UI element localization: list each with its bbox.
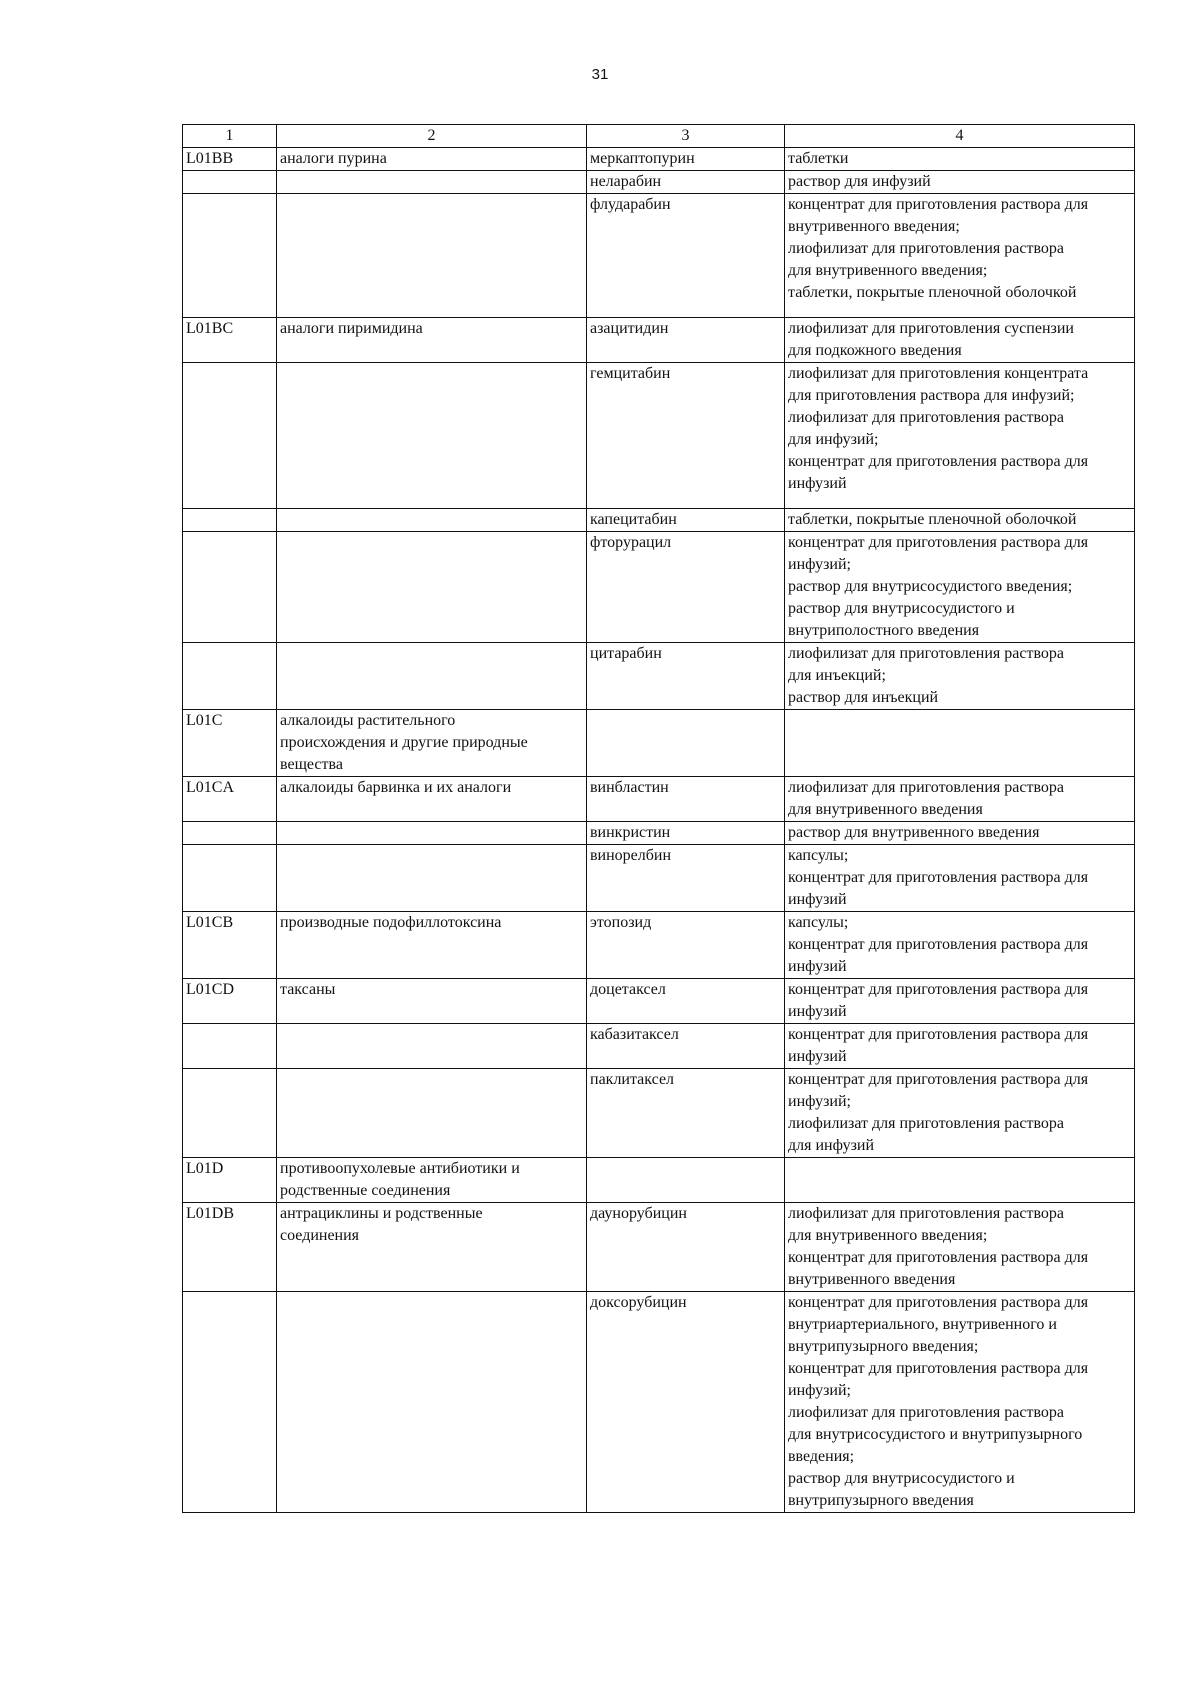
atc-code-cell — [183, 194, 277, 318]
dosage-forms-cell-line: для инфузий — [788, 1137, 875, 1154]
dosage-forms-cell — [785, 1203, 1135, 1292]
table-row — [183, 912, 1135, 979]
column-header-1: 1 — [183, 125, 277, 148]
dosage-forms-cell-line: внутриполостного введения — [788, 622, 980, 639]
dosage-forms-cell-line: лиофилизат для приготовления раствора — [788, 1205, 1065, 1222]
dosage-forms-cell-line: концентрат для приготовления раствора для — [788, 981, 1089, 998]
dosage-forms-cell-line: концентрат для приготовления раствора для — [788, 453, 1089, 470]
dosage-forms-cell-line: внутриартериального, внутривенного и — [788, 1316, 1057, 1333]
group-name-cell — [277, 1069, 587, 1158]
table-row — [183, 979, 1135, 1024]
dosage-forms-cell-line: концентрат для приготовления раствора для — [788, 196, 1089, 213]
group-name-cell-line: аналоги пиримидина — [280, 320, 423, 337]
drug-name-cell: азацитидин — [587, 318, 785, 363]
drug-name-cell: этопозид — [587, 912, 785, 979]
dosage-forms-cell — [785, 363, 1135, 509]
drug-table — [182, 124, 1135, 1513]
dosage-forms-cell-line: лиофилизат для приготовления раствора — [788, 779, 1065, 796]
group-name-cell-line: вещества — [280, 756, 343, 773]
dosage-forms-cell-line: капсулы; — [788, 847, 849, 864]
atc-code-cell — [183, 171, 277, 194]
group-name-cell — [277, 822, 587, 845]
dosage-forms-cell-line: для приготовления раствора для инфузий; — [788, 387, 1075, 404]
group-name-cell-line: антрациклины и родственные — [280, 1205, 483, 1222]
group-name-cell-line: противоопухолевые антибиотики и — [280, 1160, 520, 1177]
atc-code-cell — [183, 1292, 277, 1513]
dosage-forms-cell — [785, 1024, 1135, 1069]
atc-code-cell — [183, 363, 277, 509]
dosage-forms-cell — [785, 912, 1135, 979]
dosage-forms-cell-line: концентрат для приготовления раствора для — [788, 1249, 1089, 1266]
dosage-forms-cell-line: внутривенного введения; — [788, 218, 960, 235]
dosage-forms-cell-line: таблетки — [788, 150, 849, 167]
table-row — [183, 171, 1135, 194]
atc-code-cell — [183, 1069, 277, 1158]
dosage-forms-cell-line: раствор для инъекций — [788, 689, 939, 706]
atc-code-cell: L01CD — [183, 979, 277, 1024]
dosage-forms-cell — [785, 532, 1135, 643]
dosage-forms-cell-line: для внутрисосудистого и внутрипузырного — [788, 1426, 1083, 1443]
group-name-cell-line: таксаны — [280, 981, 336, 998]
dosage-forms-cell-line: концентрат для приготовления раствора для — [788, 1026, 1089, 1043]
group-name-cell — [277, 912, 587, 979]
group-name-cell-line: алкалоиды растительного — [280, 712, 456, 729]
dosage-forms-cell-line: капсулы; — [788, 914, 849, 931]
group-name-cell-line: производные подофиллотоксина — [280, 914, 502, 931]
table-row — [183, 148, 1135, 171]
dosage-forms-cell-line: раствор для внутривенного введения — [788, 824, 1040, 841]
atc-code-cell — [183, 509, 277, 532]
column-header-4: 4 — [785, 125, 1135, 148]
dosage-forms-cell-line: раствор для внутрисосудистого введения; — [788, 578, 1073, 595]
drug-name-cell: паклитаксел — [587, 1069, 785, 1158]
drug-name-cell — [587, 710, 785, 777]
table-header-row — [183, 125, 1135, 148]
table-row — [183, 822, 1135, 845]
drug-name-cell: винбластин — [587, 777, 785, 822]
dosage-forms-cell-line: для внутривенного введения; — [788, 262, 988, 279]
group-name-cell — [277, 318, 587, 363]
dosage-forms-cell-line: инфузий — [788, 958, 847, 975]
dosage-forms-cell-line: концентрат для приготовления раствора для — [788, 534, 1089, 551]
atc-code-cell: L01DB — [183, 1203, 277, 1292]
dosage-forms-cell-line: для внутривенного введения — [788, 801, 983, 818]
table-row — [183, 1024, 1135, 1069]
atc-code-cell: L01BB — [183, 148, 277, 171]
drug-name-cell: винорелбин — [587, 845, 785, 912]
dosage-forms-cell — [785, 318, 1135, 363]
drug-name-cell: фторурацил — [587, 532, 785, 643]
table-row — [183, 1069, 1135, 1158]
dosage-forms-cell — [785, 710, 1135, 777]
group-name-cell — [277, 643, 587, 710]
dosage-forms-cell-line: концентрат для приготовления раствора для — [788, 1294, 1089, 1311]
dosage-forms-cell — [785, 509, 1135, 532]
dosage-forms-cell-line: концентрат для приготовления раствора для — [788, 1071, 1089, 1088]
table-row — [183, 643, 1135, 710]
table-row — [183, 363, 1135, 509]
group-name-cell — [277, 979, 587, 1024]
table-row — [183, 1203, 1135, 1292]
atc-code-cell: L01C — [183, 710, 277, 777]
table-row — [183, 509, 1135, 532]
column-header-2: 2 — [277, 125, 587, 148]
dosage-forms-cell-line: внутривенного введения — [788, 1271, 956, 1288]
dosage-forms-cell-line: инфузий — [788, 1048, 847, 1065]
atc-code-cell: L01CA — [183, 777, 277, 822]
table-row — [183, 777, 1135, 822]
group-name-cell — [277, 710, 587, 777]
drug-name-cell: даунорубицин — [587, 1203, 785, 1292]
dosage-forms-cell-line: лиофилизат для приготовления концентрата — [788, 365, 1089, 382]
group-name-cell — [277, 1024, 587, 1069]
group-name-cell — [277, 509, 587, 532]
drug-name-cell: кабазитаксел — [587, 1024, 785, 1069]
dosage-forms-cell — [785, 979, 1135, 1024]
dosage-forms-cell-line: инфузий; — [788, 1093, 851, 1110]
drug-name-cell: неларабин — [587, 171, 785, 194]
group-name-cell — [277, 171, 587, 194]
group-name-cell — [277, 1158, 587, 1203]
group-name-cell — [277, 194, 587, 318]
drug-name-cell: флударабин — [587, 194, 785, 318]
drug-name-cell: винкристин — [587, 822, 785, 845]
dosage-forms-cell-line: для инъекций; — [788, 667, 886, 684]
dosage-forms-cell — [785, 822, 1135, 845]
group-name-cell — [277, 777, 587, 822]
drug-name-cell: доцетаксел — [587, 979, 785, 1024]
group-name-cell — [277, 1292, 587, 1513]
group-name-cell — [277, 148, 587, 171]
group-name-cell — [277, 363, 587, 509]
table-row — [183, 1158, 1135, 1203]
dosage-forms-cell-line: концентрат для приготовления раствора для — [788, 936, 1089, 953]
table-body — [183, 148, 1135, 1513]
group-name-cell — [277, 845, 587, 912]
atc-code-cell — [183, 643, 277, 710]
dosage-forms-cell-line: инфузий — [788, 891, 847, 908]
dosage-forms-cell-line: для подкожного введения — [788, 342, 962, 359]
dosage-forms-cell — [785, 194, 1135, 318]
dosage-forms-cell — [785, 643, 1135, 710]
dosage-forms-cell — [785, 777, 1135, 822]
dosage-forms-cell-line: раствор для инфузий — [788, 173, 931, 190]
dosage-forms-cell — [785, 171, 1135, 194]
dosage-forms-cell — [785, 1292, 1135, 1513]
dosage-forms-cell-line: лиофилизат для приготовления раствора — [788, 645, 1065, 662]
dosage-forms-cell-line: раствор для внутрисосудистого и — [788, 1470, 1015, 1487]
dosage-forms-cell-line: введения; — [788, 1448, 855, 1465]
atc-code-cell — [183, 1024, 277, 1069]
group-name-cell — [277, 532, 587, 643]
dosage-forms-cell — [785, 845, 1135, 912]
dosage-forms-cell-line: концентрат для приготовления раствора для — [788, 869, 1089, 886]
drug-name-cell — [587, 1158, 785, 1203]
dosage-forms-cell-line: таблетки, покрытые пленочной оболочкой — [788, 284, 1077, 301]
dosage-forms-cell-line: концентрат для приготовления раствора для — [788, 1360, 1089, 1377]
column-header-3: 3 — [587, 125, 785, 148]
dosage-forms-cell-line: лиофилизат для приготовления суспензии — [788, 320, 1074, 337]
dosage-forms-cell-line: инфузий; — [788, 1382, 851, 1399]
dosage-forms-cell-line: инфузий; — [788, 556, 851, 573]
atc-code-cell: L01CB — [183, 912, 277, 979]
atc-code-cell: L01BC — [183, 318, 277, 363]
dosage-forms-cell-line: лиофилизат для приготовления раствора — [788, 409, 1065, 426]
dosage-forms-cell-line: для внутривенного введения; — [788, 1227, 988, 1244]
drug-name-cell: цитарабин — [587, 643, 785, 710]
group-name-cell-line: происхождения и другие природные — [280, 734, 528, 751]
group-name-cell-line: соединения — [280, 1227, 360, 1244]
drug-name-cell: меркаптопурин — [587, 148, 785, 171]
dosage-forms-cell-line: раствор для внутрисосудистого и — [788, 600, 1015, 617]
table-row — [183, 318, 1135, 363]
dosage-forms-cell-line: лиофилизат для приготовления раствора — [788, 240, 1065, 257]
drug-name-cell: доксорубицин — [587, 1292, 785, 1513]
dosage-forms-cell — [785, 1158, 1135, 1203]
dosage-forms-cell-line: инфузий — [788, 475, 847, 492]
dosage-forms-cell-line: таблетки, покрытые пленочной оболочкой — [788, 511, 1077, 528]
table-row — [183, 532, 1135, 643]
table-row — [183, 1292, 1135, 1513]
group-name-cell-line: родственные соединения — [280, 1182, 451, 1199]
dosage-forms-cell — [785, 148, 1135, 171]
drug-name-cell: гемцитабин — [587, 363, 785, 509]
drug-name-cell: капецитабин — [587, 509, 785, 532]
atc-code-cell — [183, 822, 277, 845]
dosage-forms-cell-line: внутрипузырного введения — [788, 1492, 974, 1509]
page-number: 31 — [591, 66, 609, 83]
table-row — [183, 845, 1135, 912]
atc-code-cell: L01D — [183, 1158, 277, 1203]
table-row — [183, 194, 1135, 318]
dosage-forms-cell — [785, 1069, 1135, 1158]
dosage-forms-cell-line: лиофилизат для приготовления раствора — [788, 1404, 1065, 1421]
group-name-cell-line: аналоги пурина — [280, 150, 387, 167]
dosage-forms-cell-line: лиофилизат для приготовления раствора — [788, 1115, 1065, 1132]
dosage-forms-cell-line: внутрипузырного введения; — [788, 1338, 979, 1355]
dosage-forms-cell-line: инфузий — [788, 1003, 847, 1020]
atc-code-cell — [183, 532, 277, 643]
table-row — [183, 710, 1135, 777]
group-name-cell — [277, 1203, 587, 1292]
atc-code-cell — [183, 845, 277, 912]
group-name-cell-line: алкалоиды барвинка и их аналоги — [280, 779, 512, 796]
dosage-forms-cell-line: для инфузий; — [788, 431, 879, 448]
